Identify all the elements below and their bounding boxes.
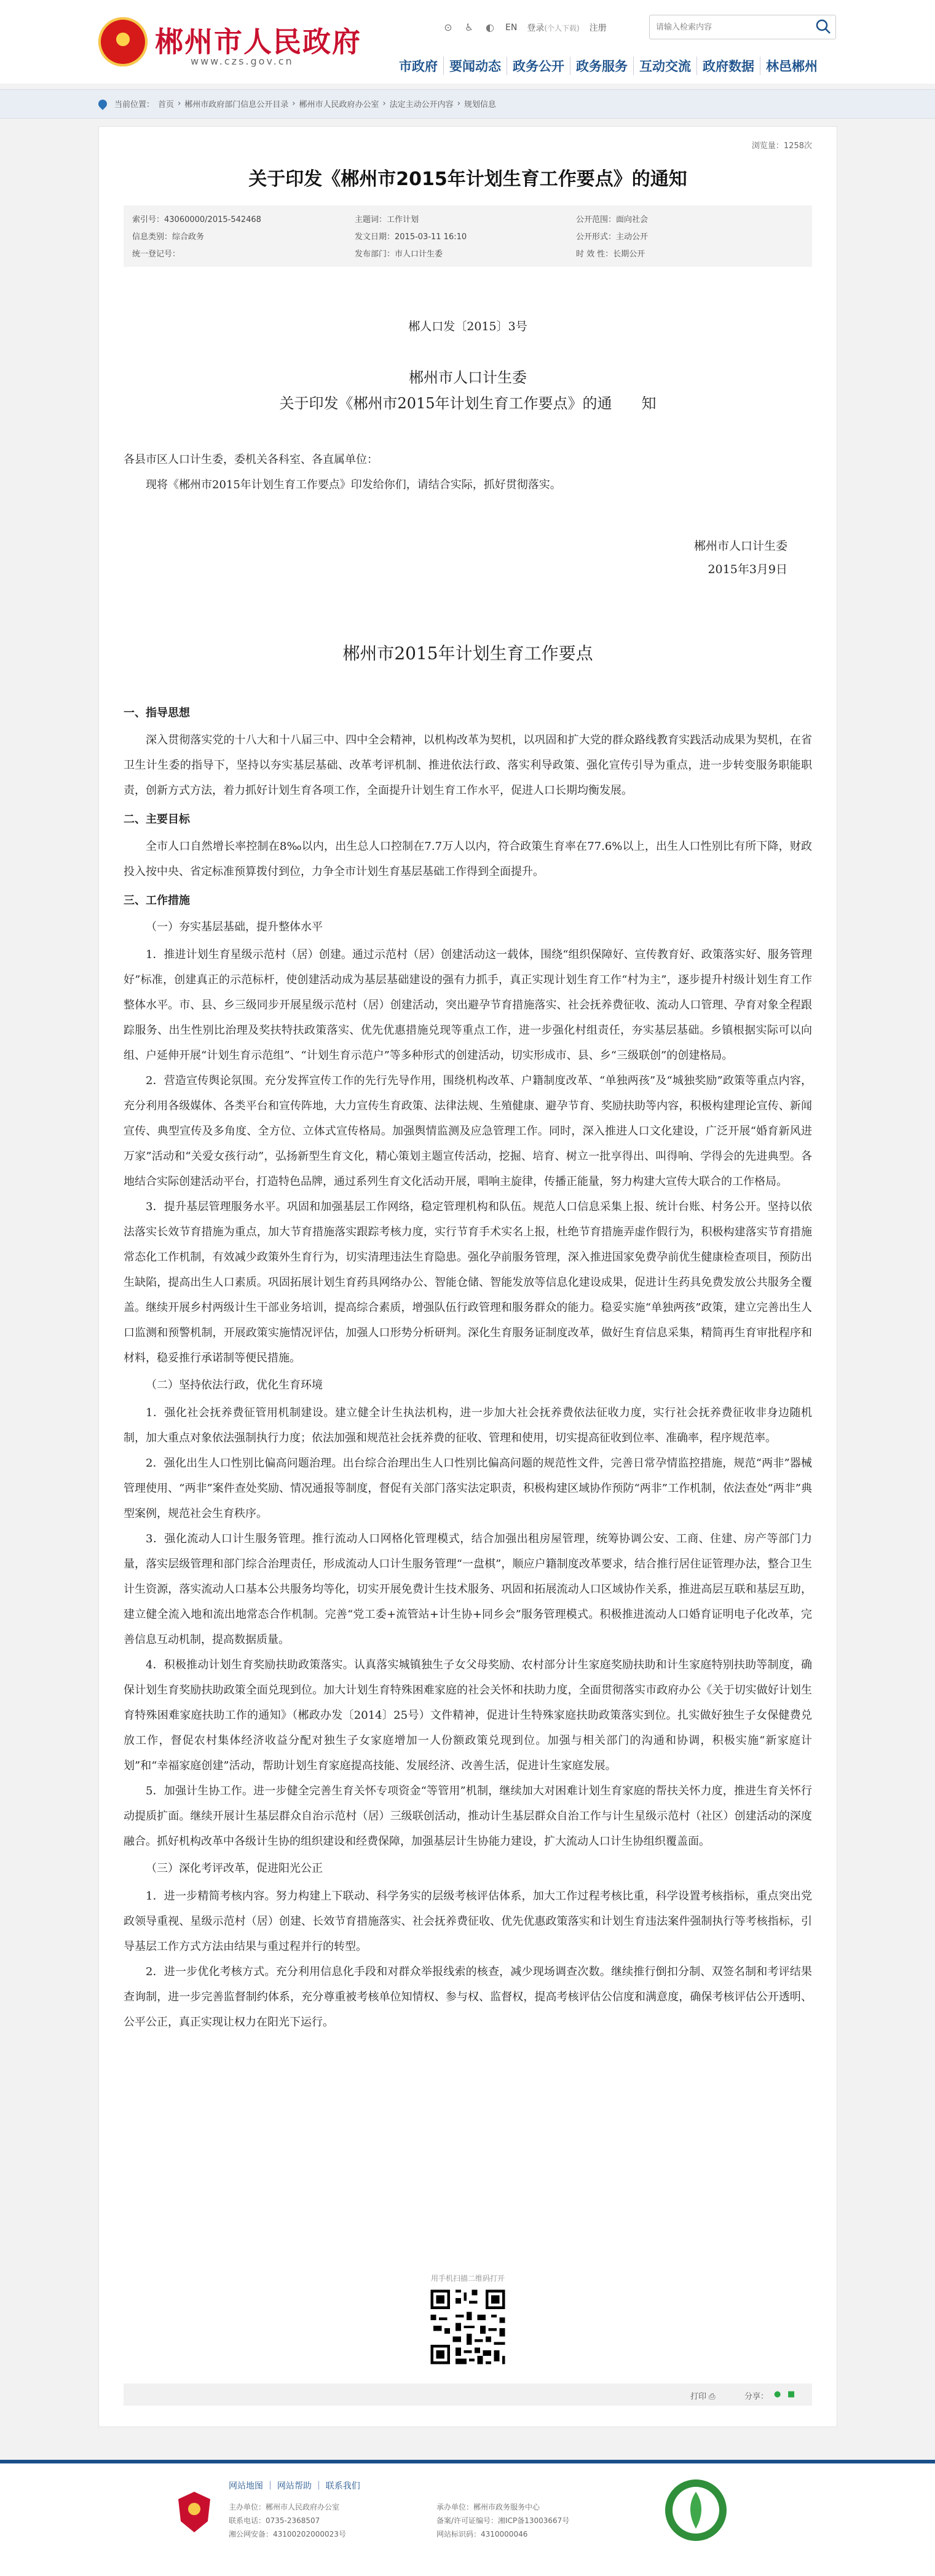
- meta-date: 发文日期：2015-03-11 16:10: [355, 232, 467, 242]
- footer-info: [229, 2500, 346, 2541]
- nav-item-open-affairs[interactable]: 政务公开: [507, 57, 570, 75]
- login-label: 登录: [527, 23, 545, 33]
- print-icon: ⎙: [709, 2392, 716, 2401]
- breadcrumb-item-home[interactable]: 首页: [158, 100, 175, 109]
- paragraph: 1．进一步精简考核内容。努力构建上下联动、科学务实的层级考核评估体系，加大工作过程考核比重，科学设置考核指标，重点突出党政领导重视、星级示范村（居）创建、长效节育措施落实、社会抚养费征收、优先优惠政策落实和计划生育违法案件强制执行等考核指标，引导基层工作方式方法由结果与重过程并行的转型。: [124, 1890, 812, 1953]
- breadcrumb-label: 当前位置：: [114, 100, 155, 109]
- spacer: [124, 497, 812, 534]
- search-icon[interactable]: [815, 18, 832, 35]
- footer-maint: 承办单位：郴州市政务服务中心: [436, 2503, 540, 2511]
- register-link[interactable]: 注册: [589, 23, 607, 33]
- top-links: [443, 20, 607, 36]
- nav-item-services[interactable]: 政务服务: [570, 57, 633, 75]
- issuer-name: 郴州市人口计生委: [409, 369, 527, 386]
- page-title: 关于印发《郴州市2015年计划生育工作要点》的通知: [248, 168, 687, 190]
- party-emblem-icon[interactable]: [177, 2491, 211, 2534]
- footer-code: 网站标识码：4310000046: [436, 2530, 528, 2538]
- paragraph: 5．加强计生协工作。进一步健全完善生育关怀专项资金“等管用”机制，继续加大对困难计划生育家庭的帮扶关怀力度，推进生育关怀行动提质扩面。继续开展计生基层群众自治示范村（居）三级联创活动，推动计生基层群众自治工作与计生星级示范村（社区）创建活动的深度融合。抓好机构改革中各级计生协的组织建设和经费保障，加强基层计生协能力建设，扩大流动人口计生协组织覆盖面。: [124, 1785, 812, 1848]
- meta-topic: 主题词：工作计划: [355, 215, 419, 224]
- meta-category: 信息类别：综合政务: [132, 232, 205, 242]
- breadcrumb-item-catalog[interactable]: 郴州市政府部门信息公开目录: [184, 100, 289, 109]
- location-pin-icon: [97, 98, 109, 110]
- intro-paragraph: 现将《郴州市2015年计划生育工作要点》印发给你们，请结合实际，抓好贯彻落实。: [146, 478, 561, 491]
- footer-police[interactable]: 湘公网安备：43100202000023号: [229, 2530, 346, 2538]
- print-label: 打印: [690, 2392, 707, 2401]
- breadcrumb-bar: [0, 89, 935, 119]
- wechat-share-icon[interactable]: ●: [774, 2390, 781, 2399]
- paragraph: 2．强化出生人口性别比偏高问题治理。出台综合治理出生人口性别比偏高问题的规范性文件，完善日常孕情监控措施，规范“两非”器械管理使用、“两非”案件查处奖励、情况通报等制度，督促有关部门落实法定职责，积极构建区域协作预防“两非”工作机制，依法查处“两非”典型案例，规范社会生育秩序。: [124, 1457, 812, 1520]
- breadcrumb-separator: ›: [292, 99, 296, 108]
- english-link[interactable]: EN: [505, 23, 518, 33]
- breadcrumb-item-statutory[interactable]: 法定主动公开内容: [389, 100, 454, 109]
- article-card: [98, 126, 837, 2427]
- qr-label: 用手机扫描二维码打开: [430, 2274, 505, 2283]
- paragraph: 深入贯彻落实党的十八大和十八届三中、四中全会精神，以机构改革为契机，以巩固和扩大党的群众路线教育实践活动成果为契机，在省卫生计生委的指导下，坚持以夯实基层基础、改革考评机制、推进依法行政、落实利导政策、强化宣传引导为重点，进一步转变服务职能职责，创新方式方法，着力抓好计划生育各项工作，全面提升计划生育工作水平，促进人口长期均衡发展。: [124, 734, 812, 797]
- meta-validity: 时 效 性：长期公开: [576, 250, 645, 259]
- login-hint: (个人下载): [544, 24, 580, 33]
- action-bar: [124, 2384, 812, 2406]
- nav-item-interaction[interactable]: 互动交流: [633, 57, 696, 75]
- accessibility-icon[interactable]: ⊙: [444, 22, 452, 33]
- meta-scope: 公开范围：面向社会: [576, 215, 649, 224]
- paragraph: 全市人口自然增长率控制在8‰以内，出生总人口控制在7.7万人以内，符合政策生育率在77.6%以上，出生人口性别比有所下降，财政投入按中央、省定标准预算拨付到位，力争全市计划生育基层基础工作得到全面提升。: [124, 840, 812, 878]
- site-footer: [0, 2460, 935, 2576]
- print-button[interactable]: [690, 2390, 716, 2401]
- nav-item-news[interactable]: 要闻动态: [443, 57, 507, 75]
- weibo-share-icon[interactable]: ■: [787, 2390, 795, 2399]
- meta-index-no: 索引号：43060000/2015-542468: [132, 215, 261, 224]
- contrast-icon[interactable]: ◐: [486, 22, 494, 33]
- meta-form: 公开形式：主动公开: [576, 232, 649, 242]
- national-emblem-icon: [98, 17, 148, 66]
- section-heading: 一、指导思想: [124, 707, 190, 719]
- paragraph: 1．强化社会抚养费征管用机制建设。建立健全计生执法机构，进一步加大社会抚养费依法征收力度，实行社会抚养费征收非身边随机制，加大重点对象依法强制执行力度；依法加强和规范社会抚养费的征收、管理和使用，切实提高征收到位率、准确率，程序规范率。: [124, 1406, 812, 1445]
- subsection-heading: （二）坚持依法行政，优化生育环境: [146, 1379, 323, 1392]
- breadcrumb-separator: ›: [382, 99, 386, 108]
- footer-links[interactable]: 网站地图 ｜ 网站帮助 ｜ 联系我们: [229, 2481, 360, 2491]
- footer-info-2: [436, 2500, 569, 2541]
- share-label: 分享：: [744, 2392, 769, 2401]
- section-heading: 三、工作措施: [124, 894, 190, 907]
- breadcrumb-item-office[interactable]: 郴州市人民政府办公室: [299, 100, 379, 109]
- qr-code-icon: [428, 2287, 508, 2367]
- signature-org: 郴州市人口计生委: [693, 539, 787, 553]
- paragraph: 3．提升基层管理服务水平。巩固和加强基层工作网络，稳定管理机构和队伍。规范人口信息采集上报、统计台账、村务公开。坚持以依法落实长效节育措施为重点，加大节育措施落实跟踪考核力度，实行节育手术实名上报，杜绝节育措施弄虚作假行为，积极构建落实节育措施常态化工作机制，有效减少政策外生育行为，切实清理违法生育隐患。强化孕前服务管理，深入推进国家免费孕前优生健康检查项目，预防出生缺陷，提高出生人口素质。巩固拓展计划生育药具网络办公、智能仓储、智能发放等信息化建设成果，促进计生药具免费发放公共服务全覆盖。继续开展乡村两级计生干部业务培训，提高综合素质，增强队伍行政管理和服务群众的能力。稳妥实施“单独两孩”政策，建立完善出生人口监测和预警机制，开展政策实施情况评估，加强人口形势分析研判。深化生育服务证制度改革，做好生育信息采集，精简再生育审批程序和材料，稳妥推行承诺制等便民措施。: [124, 1200, 812, 1365]
- paragraph: 1．推进计划生育星级示范村（居）创建。通过示范村（居）创建活动这一载体，围绕“组织保障好、宣传教育好、政策落实好、服务管理好”标准，创建真正的示范标杆，使创建活动成为基层基础建设的强有力抓手，真正实现计划生育工作“村为主”，逐步提升村级计划生育工作整体水平。市、县、乡三级同步开展星级示范村（居）创建活动，突出避孕节育措施落实、社会抚养费征收、流动人口管理、孕育对象全程跟踪服务、出生性别比治理及奖扶特扶政策落实、优先优惠措施兑现等重点工作，进一步强化村组责任，夯实基层基础。乡镇根据实际可以向组、户延伸开展“计划生育示范组”、“计划生育示范户”等多种形式的创建活动，切实形成市、县、乡“三级联创”的创建格局。: [124, 948, 812, 1062]
- search-input[interactable]: [655, 19, 805, 35]
- salutation: 各县市区人口计生委，委机关各科室、各直属单位：: [124, 453, 378, 466]
- breadcrumb: [98, 98, 496, 109]
- meta-table: [124, 205, 812, 267]
- paragraph: 2．进一步优化考核方式。充分利用信息化手段和对群众举报线索的核查，减少现场调查次数。继续推行倒扣分制、双签名制和考评结果查询制，进一步完善监督制约体系，充分尊重被考核单位知情权、参与权、监督权，提高考核评估公信度和满意度，确保考核评估公开透明、公平公正，真正实现让权力在阳光下运行。: [124, 1965, 812, 2029]
- footer-host: 主办单位：郴州市人民政府办公室: [229, 2503, 340, 2511]
- site-header: [0, 0, 935, 84]
- site-logo[interactable]: [98, 17, 361, 73]
- nav-item-linyi[interactable]: 林邑郴州: [760, 57, 823, 75]
- subsection-heading: （一）夯实基层基础，提升整体水平: [146, 921, 323, 933]
- footer-tel: 联系电话：0735-2368507: [229, 2516, 320, 2525]
- site-badge-icon[interactable]: [664, 2478, 728, 2542]
- paragraph: 4．积极推动计划生育奖励扶助政策落实。认真落实城镇独生子女父母奖励、农村部分计生家庭奖励扶助和计生家庭特别扶助等制度，确保计划生育奖励扶助政策全面兑现到位。加大计划生育特殊困难家庭的社会关怀和扶助力度，全面贯彻落实市政府办公《关于切实做好计划生育特殊困难家庭扶助工作的通知》（郴政办发〔2014〕25号）文件精神，促进计生特殊家庭扶助政策落实到位。扎实做好独生子女保健费兑放工作，督促农村集体经济收益分配对独生子女家庭增加一人份额政策兑现到位。加强与相关部门的沟通和协调，积极实施“新家庭计划”和“幸福家庭创建”活动，帮助计划生育家庭提高技能、发展经济、改善生活，促进计生家庭发展。: [124, 1659, 812, 1772]
- qr-block: [428, 2273, 508, 2367]
- meta-doc-no: 统一登记号：: [132, 250, 181, 259]
- breadcrumb-separator: ›: [457, 99, 460, 108]
- document-number: 郴人口发〔2015〕3号: [408, 320, 527, 333]
- paragraph: 3．强化流动人口计生服务管理。推行流动人口网格化管理模式，结合加强出租房屋管理，统筹协调公安、工商、住建、房产等部门力量，落实层级管理和部门综合治理责任，形成流动人口计生服务管理“一盘棋”，顺应户籍制度改革要求，结合推行居住证管理办法，整合卫生计生资源，落实流动人口基本公共服务均等化，切实开展免费计生技术服务、巩固和拓展流动人口区域协作关系，推进高层互联和基层互助，建立健全流入地和流出地常态合作机制。完善“党工委+流管站+计生协+同乡会”服务管理模式。积极推进流动人口婚育证明电子化改革，完善信息互动机制，提高数据质量。: [124, 1532, 812, 1646]
- nav-item-government[interactable]: 市政府: [399, 59, 438, 74]
- login-link[interactable]: [527, 22, 579, 34]
- signature-date: 2015年3月9日: [708, 563, 787, 576]
- breadcrumb-separator: ›: [178, 99, 181, 108]
- site-url: www.czs.gov.cn: [191, 55, 294, 67]
- breadcrumb-item-planning[interactable]: 规划信息: [464, 100, 496, 109]
- article-body: [124, 317, 812, 2035]
- search-box: [649, 15, 836, 39]
- section-heading: 二、主要目标: [124, 813, 190, 826]
- plan-title: 郴州市2015年计划生育工作要点: [342, 643, 593, 664]
- paragraph: 2．营造宣传舆论氛围。充分发挥宣传工作的先行先导作用，围绕机构改革、户籍制度改革、“单独两孩”及“城独奖励”政策等重点内容，充分利用各级媒体、各类平台和宣传阵地，大力宣传生育政策、法律法规、生殖健康、避孕节育、奖励扶助等内容，积极构建理论宣传、新闻宣传、典型宣传及多角度、全方位、立体式宣传格局。加强舆情监测及应急管理工作。同时，深入推进人口文化建设，广泛开展“婚育新风进万家”活动和“关爱女孩行动”，弘扬新型生育文化，精心策划主题宣传活动，挖掘、培育、树立一批享得出、叫得响、学得会的先进典型。各地结合实际创建活动平台，打造特色品牌，通过系列生育文化活动开展，唱响主旋律，传播正能量，努力构建大宣传大联合的工作格局。: [124, 1074, 812, 1188]
- site-name: 郴州市人民政府: [155, 25, 361, 58]
- nav-item-data[interactable]: 政府数据: [696, 57, 760, 75]
- wheelchair-icon[interactable]: ♿: [464, 22, 474, 33]
- footer-icp[interactable]: 备案/许可证编号：湘ICP备13003667号: [436, 2516, 570, 2525]
- notice-title: 关于印发《郴州市2015年计划生育工作要点》的通 知: [279, 395, 657, 412]
- subsection-heading: （三）深化考评改革，促进阳光公正: [146, 1862, 323, 1875]
- view-count: 浏览量：1258次: [751, 141, 812, 151]
- meta-org: 发布部门：市人口计生委: [355, 250, 443, 259]
- main-nav: [393, 57, 823, 75]
